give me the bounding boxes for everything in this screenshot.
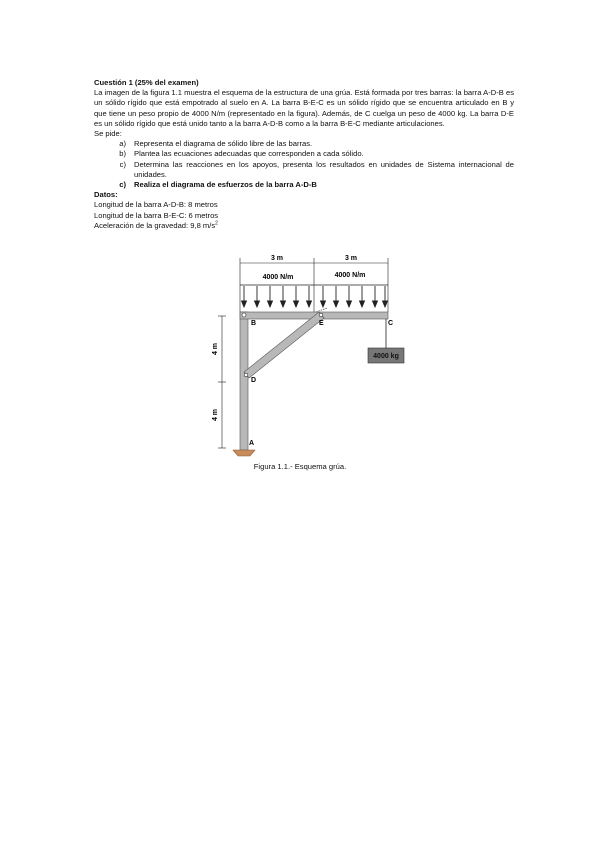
datos-line-3-exponent: 2 — [215, 220, 218, 227]
crane-diagram — [200, 252, 420, 462]
list-marker: b) — [119, 149, 126, 159]
hinge-d-icon — [244, 373, 248, 377]
task-list — [94, 139, 514, 190]
dim-top-left: 3 m — [270, 255, 284, 262]
load-label-right: 4000 N/m — [334, 272, 366, 279]
side-dimension — [218, 316, 226, 448]
dim-side-bottom: 4 m — [212, 408, 219, 422]
figure-caption: Figura 1.1.- Esquema grúa. — [253, 462, 347, 471]
label-e: E — [319, 320, 324, 327]
list-marker: c) — [119, 159, 126, 169]
datos-line-1: Longitud de la barra A-D-B: 8 metros — [94, 200, 218, 210]
dim-side-top: 4 m — [212, 342, 219, 356]
list-text: Plantea las ecuaciones adecuadas que corresponden a cada sólido. — [134, 149, 364, 159]
document-body — [94, 78, 514, 231]
bar-adb — [240, 312, 248, 450]
label-b: B — [251, 320, 257, 327]
dim-top-right: 3 m — [344, 255, 358, 262]
label-d: D — [251, 377, 257, 384]
list-item — [94, 149, 514, 159]
datos-line-3-text: Aceleración de la gravedad: 9,8 m/s — [94, 220, 216, 230]
list-marker: c) — [119, 180, 126, 190]
load-label-left: 4000 N/m — [262, 274, 294, 281]
list-text: Realiza el diagrama de esfuerzos de la barra A-D-B — [134, 180, 317, 190]
load-arrows — [242, 286, 388, 307]
list-text: Representa el diagrama de sólido libre de las barras. — [134, 139, 313, 149]
list-text: Determina las reacciones en los apoyos, presenta los resultados en unidades de Sistema internacional de unidades. — [134, 159, 514, 179]
label-a: A — [249, 440, 255, 447]
hinge-e-icon — [319, 313, 323, 317]
hinge-b-icon — [242, 313, 246, 317]
label-c: C — [388, 320, 394, 327]
list-item — [94, 180, 514, 190]
list-item — [94, 160, 514, 180]
datos-line-2: Longitud de la barra B-E-C: 6 metros — [94, 210, 219, 220]
datos-title: Datos: — [94, 190, 118, 200]
list-marker: a) — [119, 139, 126, 149]
datos-line-3 — [94, 221, 514, 231]
se-pide-label: Se pide: — [94, 129, 122, 139]
list-item — [94, 139, 514, 149]
joint-e-marker — [316, 308, 327, 312]
question-title: Cuestión 1 (25% del examen) — [94, 78, 199, 87]
ground-support-icon — [233, 450, 255, 456]
question-paragraph: La imagen de la figura 1.1 muestra el esquema de la estructura de una grúa. Está formada por tres barras: la barra A-D-B es un sólido rígido que está empotrado al suelo en A. La barra B-E-C es un sólido rígido que se encuentra articulado en B y que tiene un peso propio de 4000 N/m (representado en la figura). Además, de C cuelga un peso de 4000 kg. La barra D-E es un sólido rígido que está unido tanto a la barra A-D-B como a la barra B-E-C mediante articulaciones. — [94, 88, 514, 128]
weight-label: 4000 kg — [373, 353, 399, 360]
